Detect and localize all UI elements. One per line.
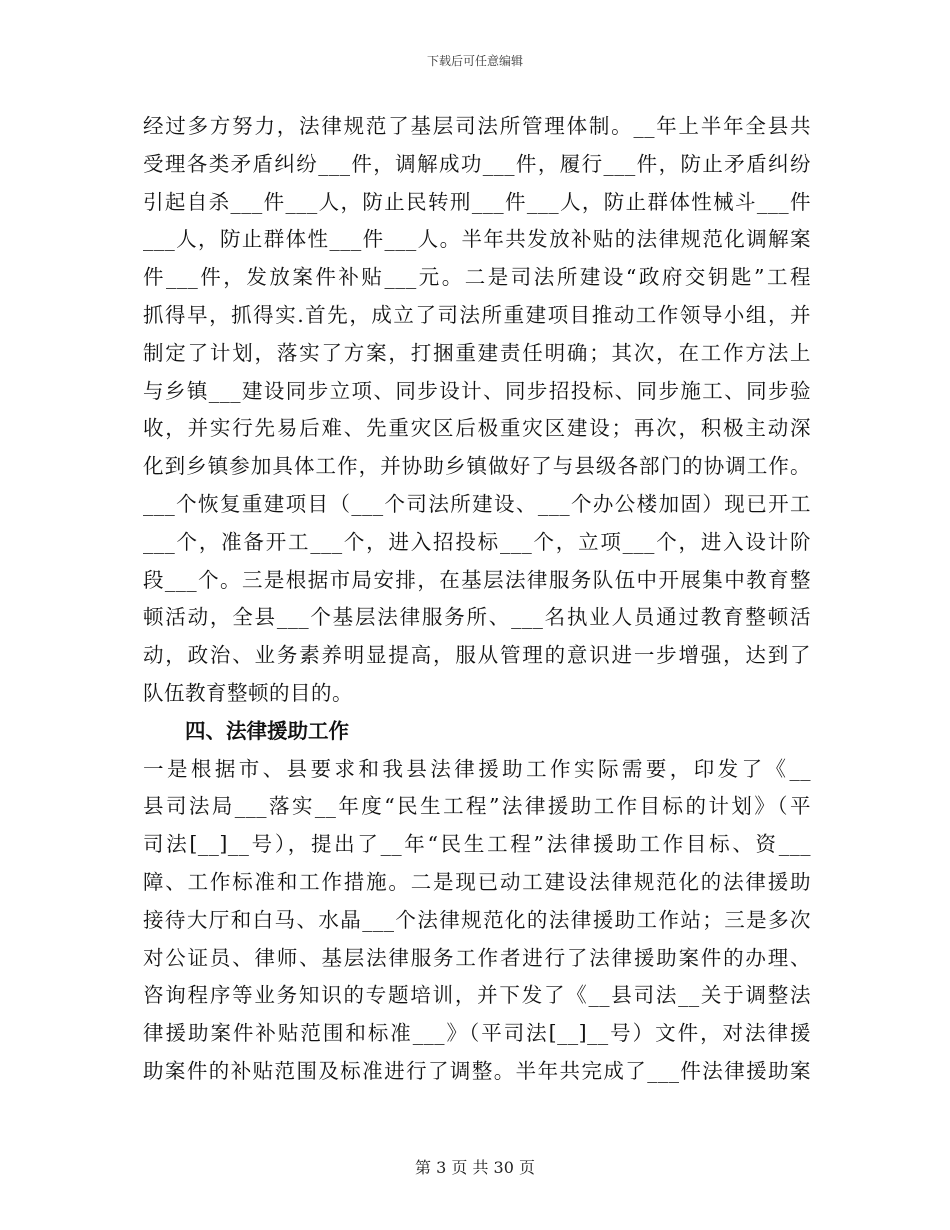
text-line: 对公证员、律师、基层法律服务工作者进行了法律援助案件的办理、 <box>143 945 811 970</box>
text-line: 动，政治、业务素养明显提高，服从管理的意识进一步增强，达到了 <box>143 643 811 668</box>
text-line: 制定了计划，落实了方案，打捆重建责任明确；其次，在工作方法上 <box>143 340 811 365</box>
section-heading: 四、法律援助工作 <box>185 718 349 743</box>
text-line: ___人，防止群体性___件___人。半年共发放补贴的法律规范化调解案 <box>143 227 811 252</box>
text-line: 接待大厅和白马、水晶___个法律规范化的法律援助工作站；三是多次 <box>143 907 811 932</box>
text-line: ___个恢复重建项目（___个司法所建设、___个办公楼加固）现已开工 <box>143 491 811 516</box>
text-line: 引起自杀___件___人，防止民转刑___件___人，防止群体性械斗___件 <box>143 189 811 214</box>
text-line: 律援助案件补贴范围和标准___》（平司法[__]__号）文件，对法律援 <box>143 1021 811 1046</box>
text-line: 咨询程序等业务知识的专题培训，并下发了《__县司法__关于调整法 <box>143 983 811 1008</box>
text-line: 一是根据市、县要求和我县法律援助工作实际需要，印发了《__ <box>143 756 811 781</box>
text-line: 抓得早，抓得实.首先，成立了司法所重建项目推动工作领导小组，并 <box>143 302 811 327</box>
paragraph-2 <box>143 751 811 1091</box>
text-line: 障、工作标准和工作措施。二是现已动工建设法律规范化的法律援助 <box>143 869 811 894</box>
paragraph-1 <box>143 108 811 713</box>
text-line: 经过多方努力，法律规范了基层司法所管理体制。__年上半年全县共 <box>143 114 811 138</box>
page-header: 下载后可任意编辑 <box>426 54 523 68</box>
text-line: 收，并实行先易后难、先重灾区后极重灾区建设；再次，积极主动深 <box>143 416 811 441</box>
text-line: 受理各类矛盾纠纷___件，调解成功___件，履行___件，防止矛盾纠纷 <box>143 151 811 176</box>
text-line: 与乡镇___建设同步立项、同步设计、同步招投标、同步施工、同步验 <box>143 378 811 403</box>
page-footer: 第 3 页 共 30 页 <box>415 1158 535 1177</box>
text-line: 司法[__]__号），提出了__年“民生工程”法律援助工作目标、资___ <box>143 832 811 857</box>
text-line: 队伍教育整顿的目的。 <box>143 680 353 705</box>
text-line: 县司法局___落实__年度“民生工程”法律援助工作目标的计划》（平 <box>143 794 811 819</box>
document-body <box>143 108 811 1091</box>
text-line: ___个，准备开工___个，进入招投标___个，立项___个，进入设计阶 <box>143 529 811 554</box>
text-line: 段___个。三是根据市局安排，在基层法律服务队伍中开展集中教育整 <box>143 567 811 592</box>
text-line: 助案件的补贴范围及标准进行了调整。半年共完成了___件法律援助案 <box>143 1058 811 1083</box>
text-line: 件___件，发放案件补贴___元。二是司法所建设“政府交钥匙”工程 <box>143 265 811 290</box>
text-line: 化到乡镇参加具体工作，并协助乡镇做好了与县级各部门的协调工作。 <box>143 454 811 479</box>
text-line: 顿活动，全县___个基层法律服务所、___名执业人员通过教育整顿活 <box>143 605 811 630</box>
